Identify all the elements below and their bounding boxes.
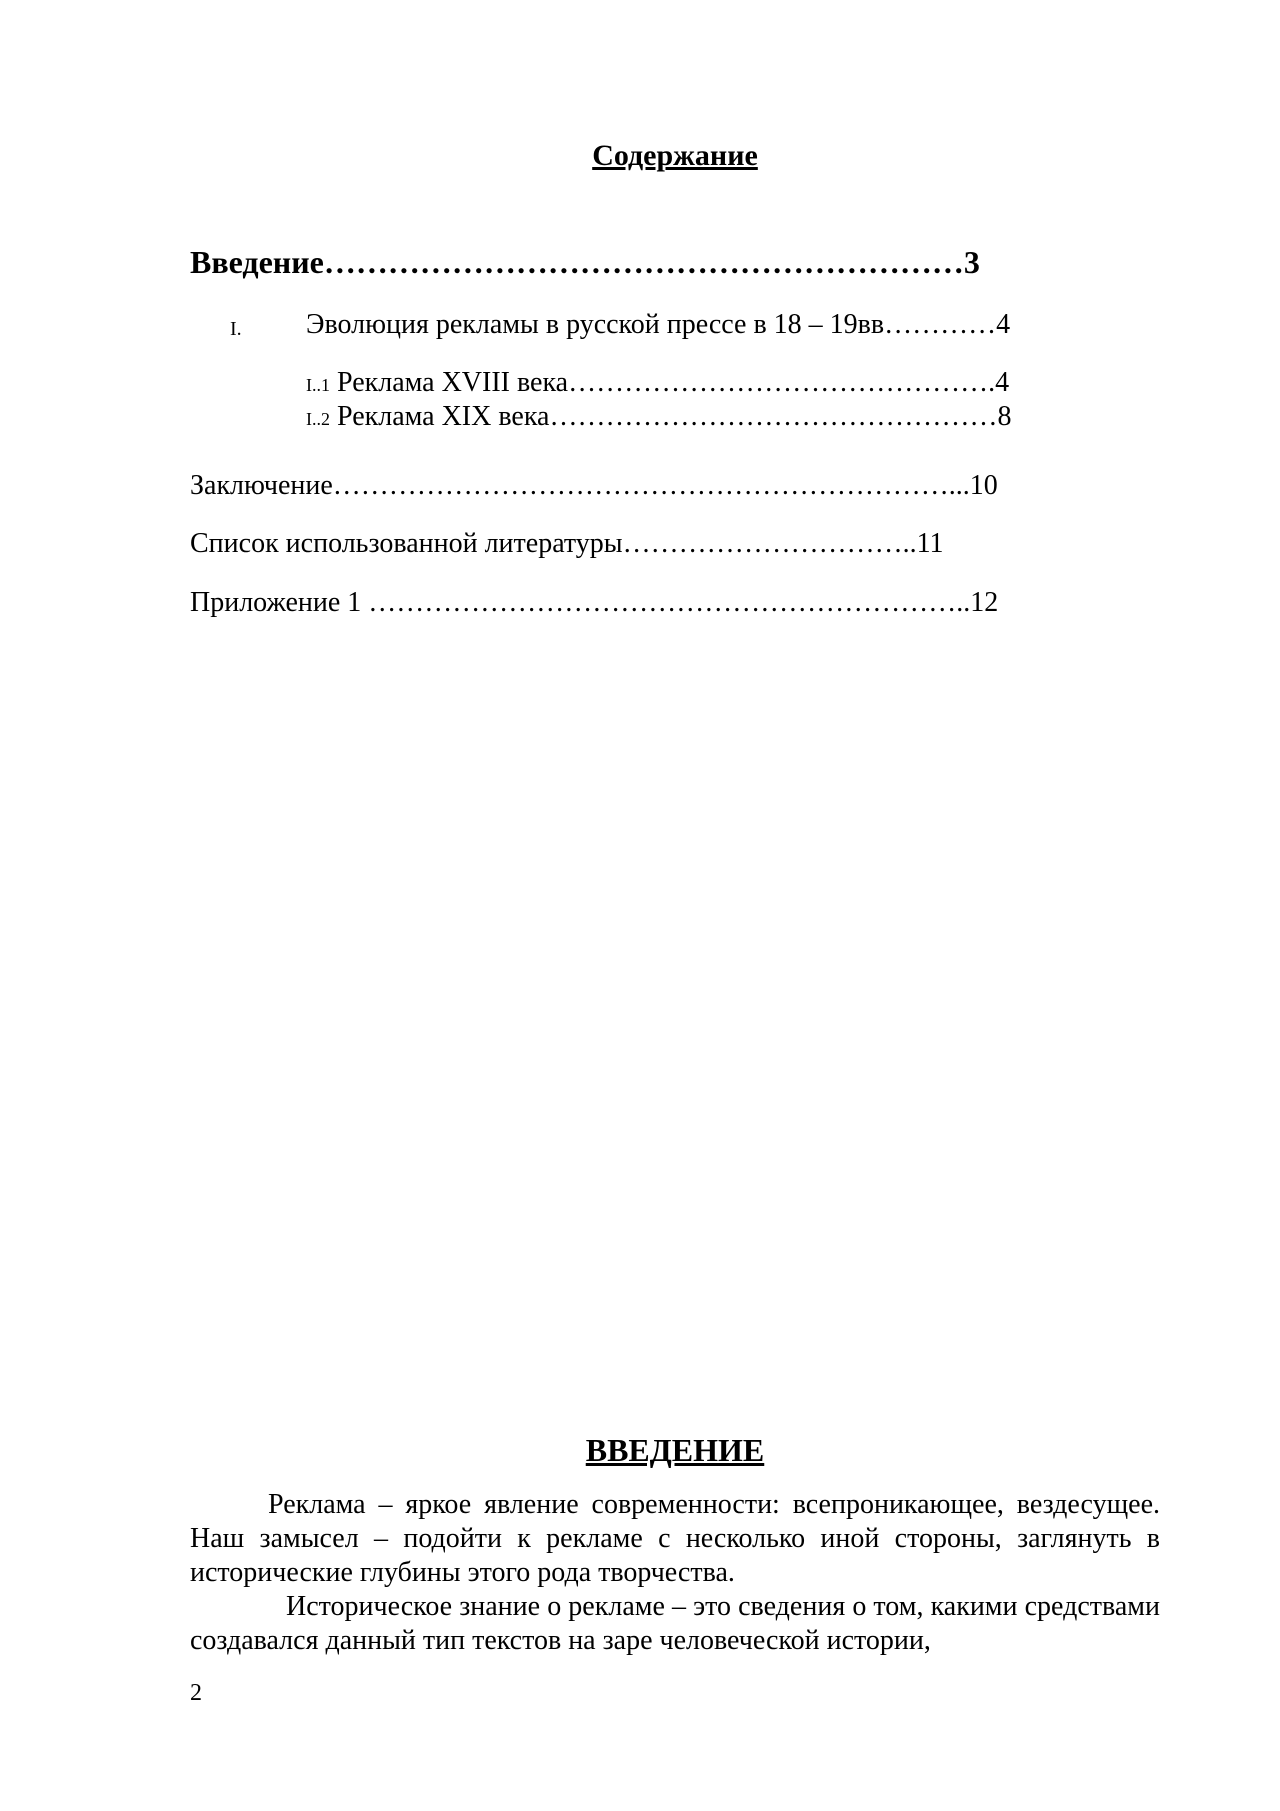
toc-appendix[interactable]: Приложение 1 ………………………………………………………..12 bbox=[190, 587, 999, 618]
toc-title: Содержание bbox=[592, 139, 758, 172]
toc-section1-label: Реклама XVIII века……………………………………….4 bbox=[337, 367, 1010, 398]
toc-section2-number: I..2 bbox=[306, 409, 330, 429]
toc-conclusion[interactable]: Заключение…………………………………………………………...10 bbox=[190, 470, 998, 501]
introduction-heading: ВВЕДЕНИЕ bbox=[585, 1432, 765, 1468]
page-number: 2 bbox=[190, 1680, 202, 1706]
toc-chapter1[interactable]: Эволюция рекламы в русской прессе в 18 – 19вв…………4 bbox=[306, 309, 1011, 340]
toc-section2-label: Реклама XIX века…………………………………………8 bbox=[337, 401, 1012, 432]
toc-literature[interactable]: Список использованной литературы…………………………..11 bbox=[190, 528, 944, 559]
toc-section2[interactable] bbox=[306, 401, 1011, 433]
introduction-paragraph-1: Реклама – яркое явление современности: всепроникающее, вездесущее. Наш замысел – подойти к рекламе с несколько иной стороны, заглянуть в исторические глубины этого рода творчества. bbox=[190, 1489, 1160, 1588]
toc-chapter1-number: I. bbox=[230, 318, 242, 340]
introduction-paragraph-2: Историческое знание о рекламе – это сведения о том, какими средствами создавался данный тип текстов на заре человеческой истории, bbox=[190, 1591, 1160, 1656]
toc-section1[interactable] bbox=[306, 367, 1009, 399]
toc-introduction[interactable]: Введение……………………………………………………3 bbox=[190, 244, 980, 280]
toc-section1-number: I..1 bbox=[306, 375, 330, 395]
